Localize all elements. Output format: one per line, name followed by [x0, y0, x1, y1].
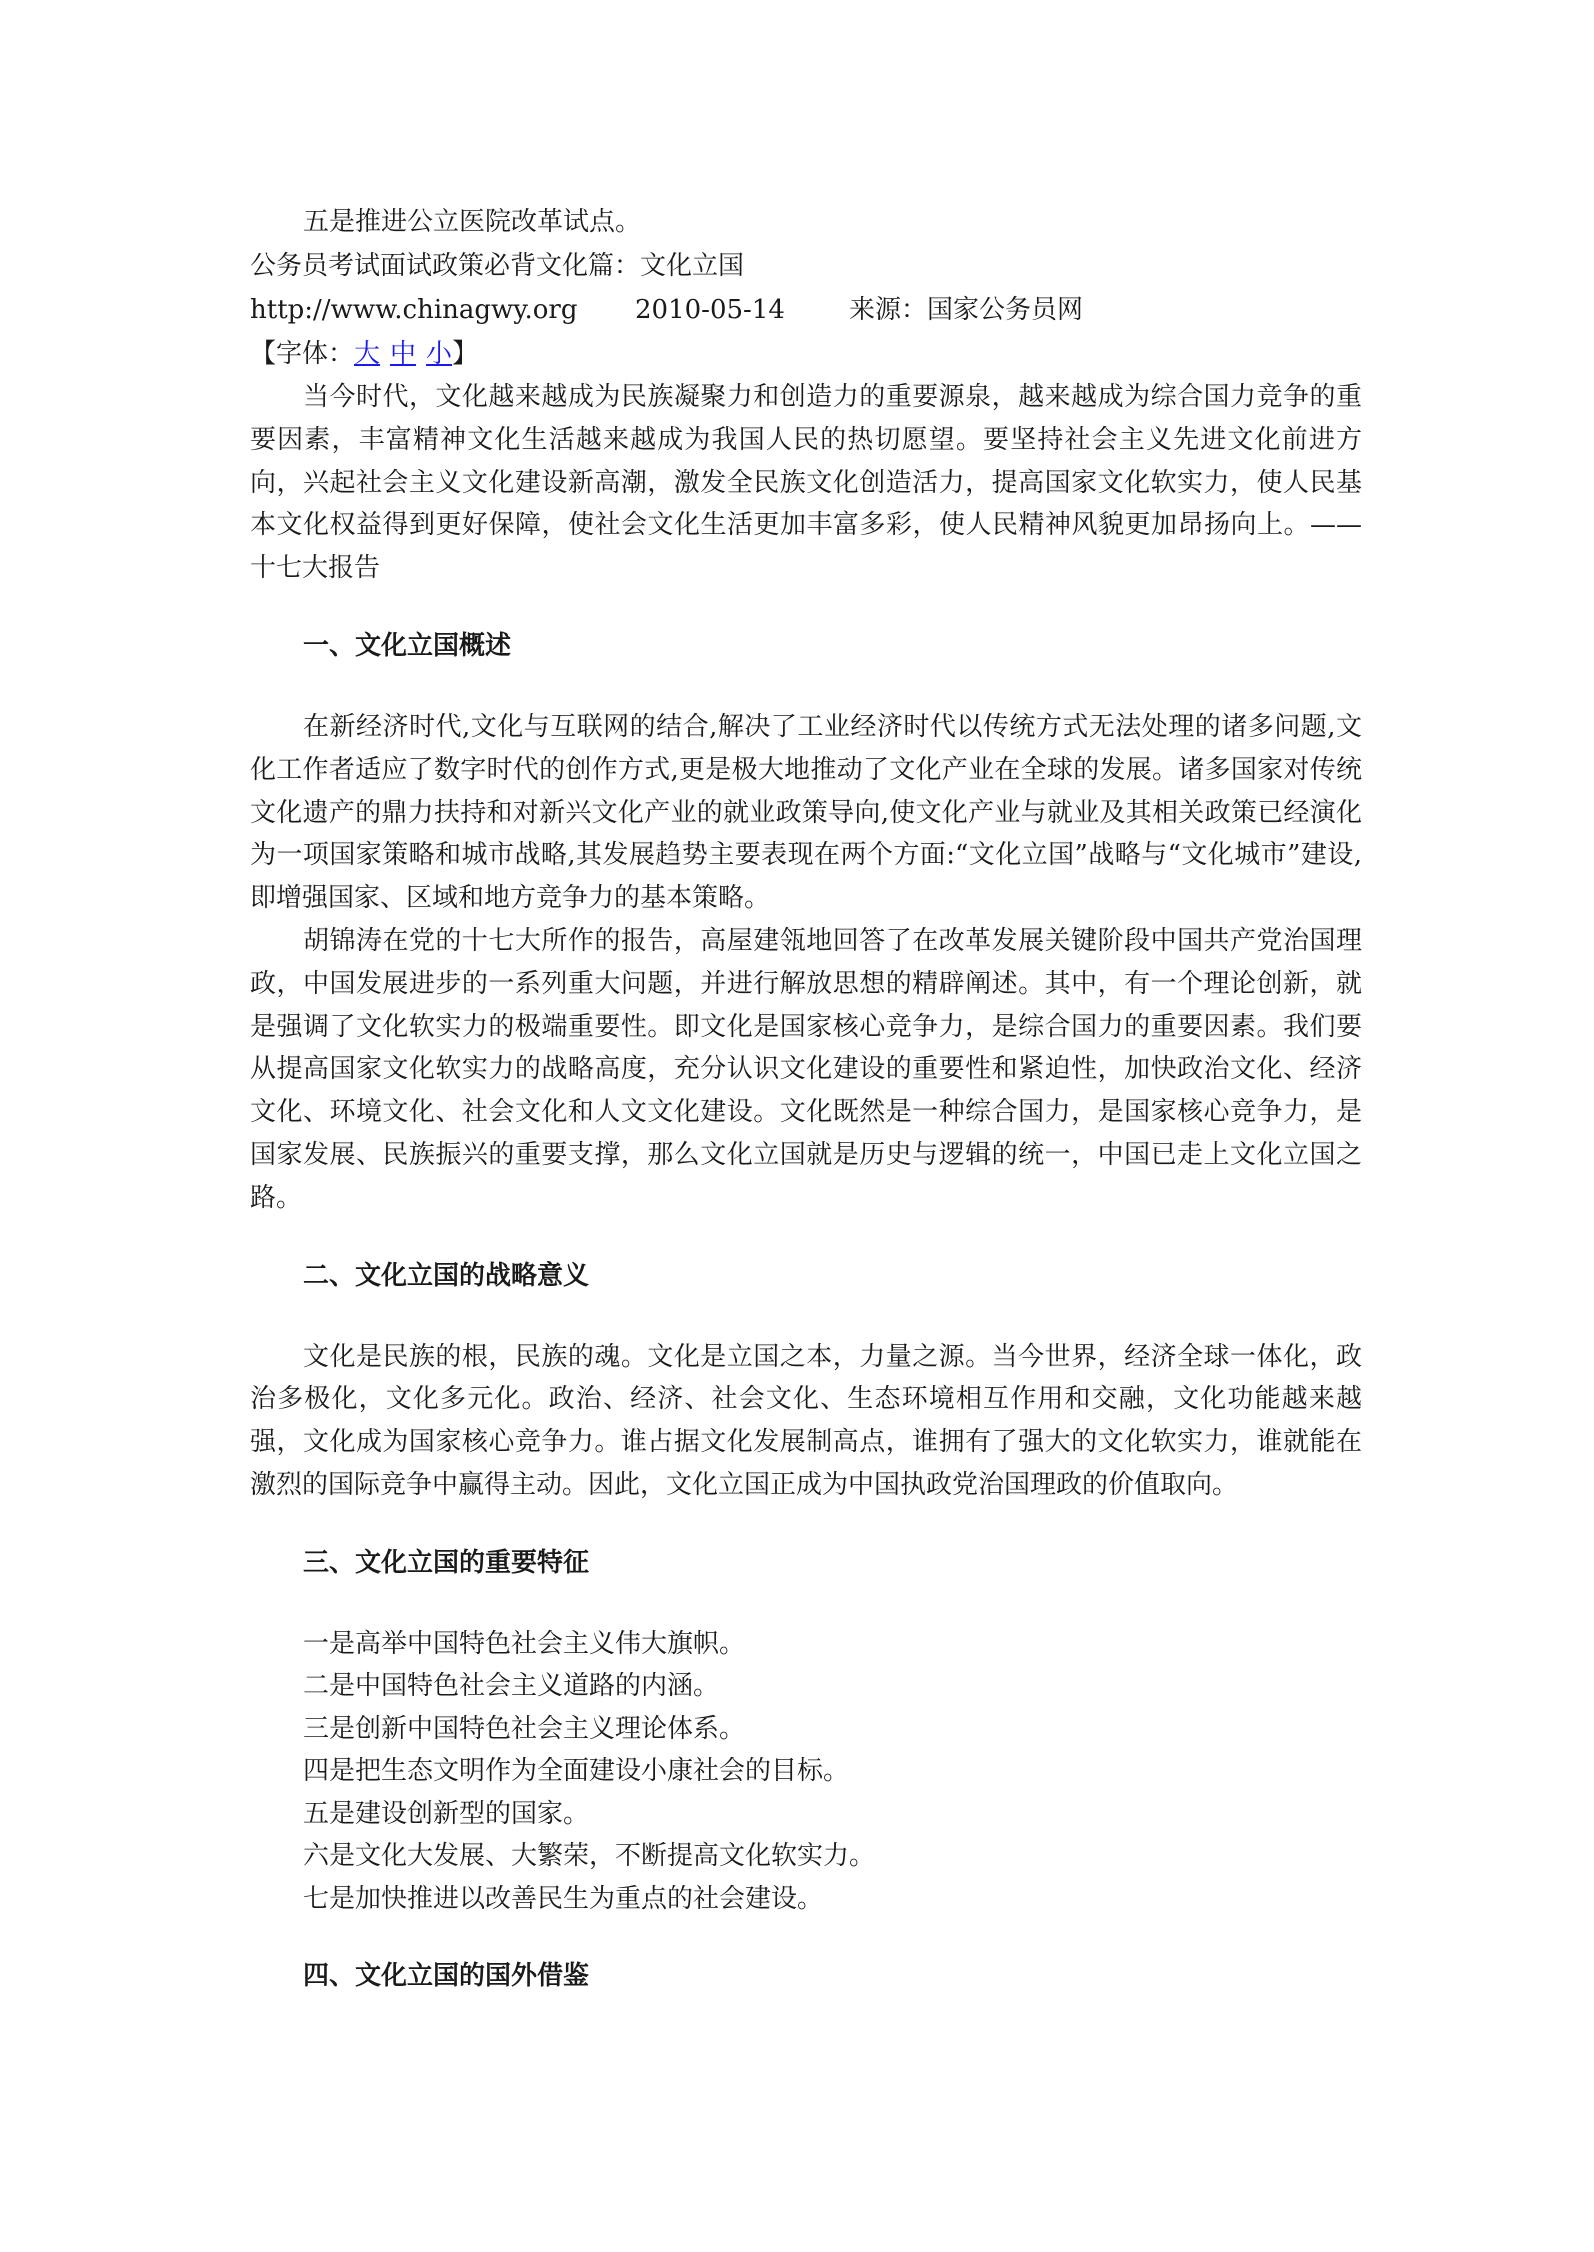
publish-date: 2010-05-14 — [635, 295, 785, 325]
section-heading-2: 二、文化立国的战略意义 — [303, 1260, 590, 1291]
top-line: 五是推进公立医院改革试点。 — [303, 207, 642, 237]
list-item: 四是把生态文明作为全面建设小康社会的目标。 — [303, 1756, 850, 1787]
document-page — [250, 200, 1362, 1998]
list-item: 六是文化大发展、大繁荣，不断提高文化软实力。 — [303, 1841, 876, 1872]
source-url: http://www.chinagwy.org — [250, 295, 578, 325]
list-item: 五是建设创新型的国家。 — [303, 1798, 590, 1829]
section-1-paragraph-1: 在新经济时代,文化与互联网的结合,解决了工业经济时代以传统方式无法处理的诸多问题,文化工作者适应了数字时代的创作方式,更是极大地推动了文化产业在全球的发展。诸多国家对传统文化遗产的鼎力扶持和对新兴文化产业的就业政策导向,使文化产业与就业及其相关政策已经演化为一项国家策略和城市战略,其发展趋势主要表现在两个方面:“文化立国”战略与“文化城市”建设,即增强国家、区域和地方竞争力的基本策略。 — [250, 711, 1362, 914]
font-size-prefix: 【字体： — [250, 339, 355, 369]
font-size-selector — [250, 332, 1362, 376]
section-1-paragraph-2: 胡锦涛在党的十七大所作的报告，高屋建瓴地回答了在改革发展关键阶段中国共产党治国理政，中国发展进步的一系列重大问题，并进行解放思想的精辟阐述。其中，有一个理论创新，就是强调了文化软实力的极端重要性。即文化是国家核心竞争力，是综合国力的重要因素。我们要从提高国家文化软实力的战略高度，充分认识文化建设的重要性和紧迫性，加快政治文化、经济文化、环境文化、社会文化和人文文化建设。文化既然是一种综合国力，是国家核心竞争力，是国家发展、民族振兴的重要支撑，那么文化立国就是历史与逻辑的统一，中国已走上文化立国之路。 — [250, 925, 1362, 1213]
article-meta — [250, 288, 1362, 332]
section-heading-4: 四、文化立国的国外借鉴 — [303, 1961, 590, 1992]
article-title: 公务员考试面试政策必背文化篇：文化立国 — [250, 251, 745, 281]
intro-paragraph: 当今时代，文化越来越成为民族凝聚力和创造力的重要源泉，越来越成为综合国力竞争的重要因素，丰富精神文化生活越来越成为我国人民的热切愿望。要坚持社会主义先进文化前进方向，兴起社会主义文化建设新高潮，激发全民族文化创造活力，提高国家文化软实力，使人民基本文化权益得到更好保障，使社会文化生活更加丰富多彩，使人民精神风貌更加昂扬向上。——十七大报告 — [250, 382, 1362, 584]
list-item: 一是高举中国特色社会主义伟大旗帜。 — [303, 1628, 746, 1659]
list-item: 二是中国特色社会主义道路的内涵。 — [303, 1671, 720, 1702]
list-item: 三是创新中国特色社会主义理论体系。 — [303, 1713, 746, 1744]
font-medium-link[interactable]: 中 — [390, 339, 417, 369]
font-size-suffix: 】 — [452, 339, 479, 369]
font-small-link[interactable]: 小 — [426, 339, 453, 369]
feature-list — [250, 1623, 1362, 1921]
source-label: 来源：国家公务员网 — [849, 295, 1084, 325]
section-2-paragraph-1: 文化是民族的根，民族的魂。文化是立国之本，力量之源。当今世界，经济全球一体化，政治多极化，文化多元化。政治、经济、社会文化、生态环境相互作用和交融，文化功能越来越强，文化成为国家核心竞争力。谁占据文化发展制高点，谁拥有了强大的文化软实力，谁就能在激烈的国际竞争中赢得主动。因此，文化立国正成为中国执政党治国理政的价值取向。 — [250, 1341, 1362, 1500]
list-item: 七是加快推进以改善民生为重点的社会建设。 — [303, 1883, 824, 1914]
section-heading-1: 一、文化立国概述 — [303, 630, 512, 661]
section-heading-3: 三、文化立国的重要特征 — [303, 1547, 590, 1578]
font-large-link[interactable]: 大 — [354, 339, 381, 369]
